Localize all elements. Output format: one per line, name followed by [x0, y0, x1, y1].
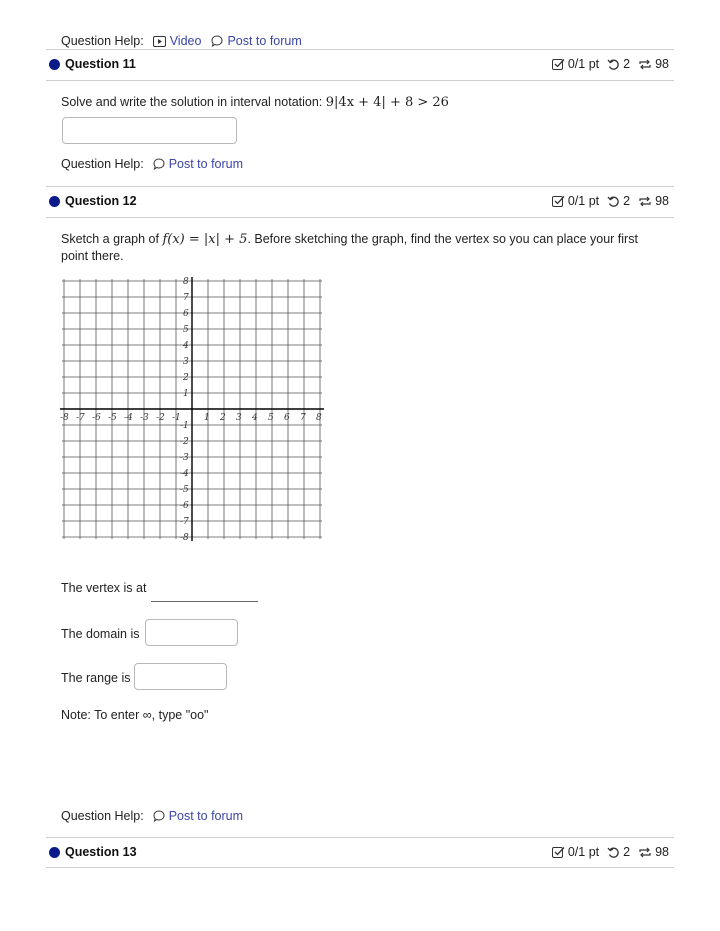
x-tick-label: -5	[108, 413, 117, 423]
video-link-label: Video	[169, 34, 202, 48]
post-to-forum-link[interactable]: Post to forum	[153, 157, 243, 171]
divider	[46, 186, 674, 187]
question-meta	[544, 194, 669, 208]
divider	[46, 49, 674, 50]
domain-label: The domain is	[61, 627, 140, 641]
question-help-q11: Question Help: Post to forum	[61, 157, 244, 171]
vertex-input[interactable]	[151, 586, 258, 602]
question-13-header	[49, 845, 669, 859]
y-tick-label: -2	[180, 437, 189, 447]
y-tick-label: 8	[183, 277, 189, 287]
x-tick-label: -8	[60, 413, 69, 423]
x-tick-label: -7	[76, 413, 85, 423]
attempts: 98	[638, 845, 669, 859]
post-to-forum-label: Post to forum	[227, 34, 302, 48]
x-tick-label: 1	[204, 413, 210, 423]
question-title: Question 12	[65, 194, 137, 208]
divider	[46, 837, 674, 838]
checkbox-icon	[552, 58, 565, 71]
attempts: 98	[638, 194, 669, 208]
question-help-label: Question Help:	[61, 34, 144, 48]
inequality-math: 9|4x + 4| + 8 > 26	[325, 95, 449, 110]
score: 0/1 pt	[552, 194, 599, 208]
comment-icon	[153, 810, 165, 822]
x-tick-label: -2	[156, 413, 165, 423]
attempts: 98	[638, 57, 669, 71]
status-dot-icon	[49, 59, 60, 70]
repeat-icon	[638, 846, 652, 859]
answer-input[interactable]	[62, 117, 237, 144]
checkbox-icon	[552, 195, 565, 208]
repeat-icon	[638, 195, 652, 208]
repeat-icon	[638, 58, 652, 71]
x-tick-label: 6	[284, 413, 290, 423]
y-tick-label: -1	[180, 421, 189, 431]
x-tick-label: -3	[140, 413, 149, 423]
checkbox-icon	[552, 846, 565, 859]
graph-canvas[interactable]	[58, 277, 328, 542]
y-tick-label: -6	[180, 501, 189, 511]
y-tick-label: 6	[183, 309, 189, 319]
divider	[46, 867, 674, 868]
undo-icon	[607, 58, 620, 71]
y-tick-label: -3	[180, 453, 189, 463]
question-11-prompt: Solve and write the solution in interval notation: 9|4x + 4| + 8 > 26	[61, 95, 449, 110]
status-dot-icon	[49, 847, 60, 858]
question-12-prompt: Sketch a graph of f(x) = |x| + 5. Before sketching the graph, find the vertex so you can place your first point there.	[61, 232, 638, 263]
video-link[interactable]	[153, 34, 202, 48]
undo-icon	[607, 846, 620, 859]
undo-icon	[607, 195, 620, 208]
status-dot-icon	[49, 196, 60, 207]
score: 0/1 pt	[552, 845, 599, 859]
y-tick-label: -5	[180, 485, 189, 495]
x-tick-label: -1	[172, 413, 181, 423]
score: 0/1 pt	[552, 57, 599, 71]
domain-input[interactable]	[145, 619, 238, 646]
x-tick-label: 3	[236, 413, 242, 423]
x-tick-label: -6	[92, 413, 101, 423]
function-math: f(x) = |x| + 5	[162, 232, 248, 247]
range-input[interactable]	[134, 663, 227, 690]
comment-icon	[153, 158, 165, 170]
video-icon	[153, 36, 166, 47]
question-11-header	[49, 57, 669, 71]
x-tick-label: -4	[124, 413, 133, 423]
question-12-header	[49, 194, 669, 208]
comment-icon	[211, 35, 223, 47]
y-tick-label: -7	[180, 517, 189, 527]
divider	[46, 80, 674, 81]
post-to-forum-link[interactable]: Post to forum	[153, 809, 243, 823]
y-tick-label: 4	[183, 341, 189, 351]
retries: 2	[607, 194, 630, 208]
y-tick-label: 2	[183, 373, 189, 383]
question-help-top	[61, 34, 312, 48]
y-tick-label: -8	[180, 533, 189, 542]
x-tick-label: 2	[220, 413, 226, 423]
question-meta	[544, 57, 669, 71]
retries: 2	[607, 845, 630, 859]
question-title: Question 13	[65, 845, 137, 859]
y-tick-label: 3	[183, 357, 189, 367]
question-help-q12: Question Help: Post to forum	[61, 809, 244, 823]
retries: 2	[607, 57, 630, 71]
vertex-label: The vertex is at	[61, 581, 147, 595]
question-meta	[544, 845, 669, 859]
infinity-note: Note: To enter ∞, type "oo"	[61, 708, 209, 722]
x-tick-label: 4	[252, 413, 258, 423]
x-tick-label: 7	[300, 413, 306, 423]
y-tick-label: 1	[183, 389, 189, 399]
y-tick-label: 7	[183, 293, 189, 303]
divider	[46, 217, 674, 218]
x-tick-label: 8	[316, 413, 322, 423]
post-to-forum-link[interactable]	[211, 34, 301, 48]
x-tick-label: 5	[268, 413, 274, 423]
y-tick-label: 5	[183, 325, 189, 335]
y-tick-label: -4	[180, 469, 189, 479]
question-title: Question 11	[65, 57, 136, 71]
range-label: The range is	[61, 671, 131, 685]
